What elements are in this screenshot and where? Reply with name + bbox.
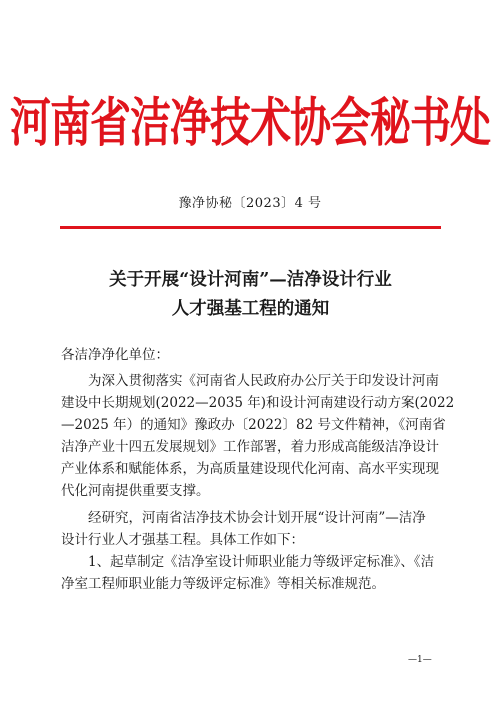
paragraph-line: 代化河南提供重要支撑。 — [61, 483, 210, 500]
document-number: 豫净协秘〔2023〕4 号 — [178, 196, 322, 211]
title-line-1: 关于开展“设计河南”—洁净设计行业 — [109, 270, 392, 290]
paragraph-line: 建设中长期规划(2022—2035 年)和设计河南建设行动方案(2022 — [61, 395, 455, 412]
title-line-2: 人才强基工程的通知 — [171, 299, 330, 319]
paragraph-line: 为深入贯彻落实《河南省人民政府办公厅关于印发设计河南 — [88, 373, 439, 389]
paragraph-3 — [61, 551, 442, 595]
paragraph-line: 产业体系和赋能体系，为高质量建设现代化河南、高水平实现现 — [61, 461, 439, 478]
organization-header: 河南省洁净技术协会秘书处 — [10, 91, 490, 154]
paragraph-line: 洁净产业十四五发展规划》工作部署，着力形成高能级洁净设计 — [61, 439, 439, 456]
paragraph-line: —2025 年）的通知》豫政办〔2022〕82 号文件精神，《河南省 — [61, 417, 446, 434]
paragraph-line: 1、起草制定《洁净室设计师职业能力等级评定标准》、《洁 — [88, 553, 435, 570]
paragraph-line: 设计行业人才强基工程。具体工作如下： — [61, 531, 304, 548]
document-title — [60, 266, 441, 324]
paragraph-1 — [61, 370, 455, 503]
red-divider — [60, 226, 441, 229]
page-number: —1— — [408, 655, 432, 665]
paragraph-line: 经研究，河南省洁净技术协会计划开展“设计河南”—洁净 — [88, 509, 426, 526]
body-text — [61, 370, 455, 595]
paragraph-line: 净室工程师职业能力等级评定标准》等相关标准规范。 — [61, 575, 385, 592]
salutation: 各洁净净化单位： — [61, 347, 169, 363]
paragraph-2 — [61, 507, 442, 551]
